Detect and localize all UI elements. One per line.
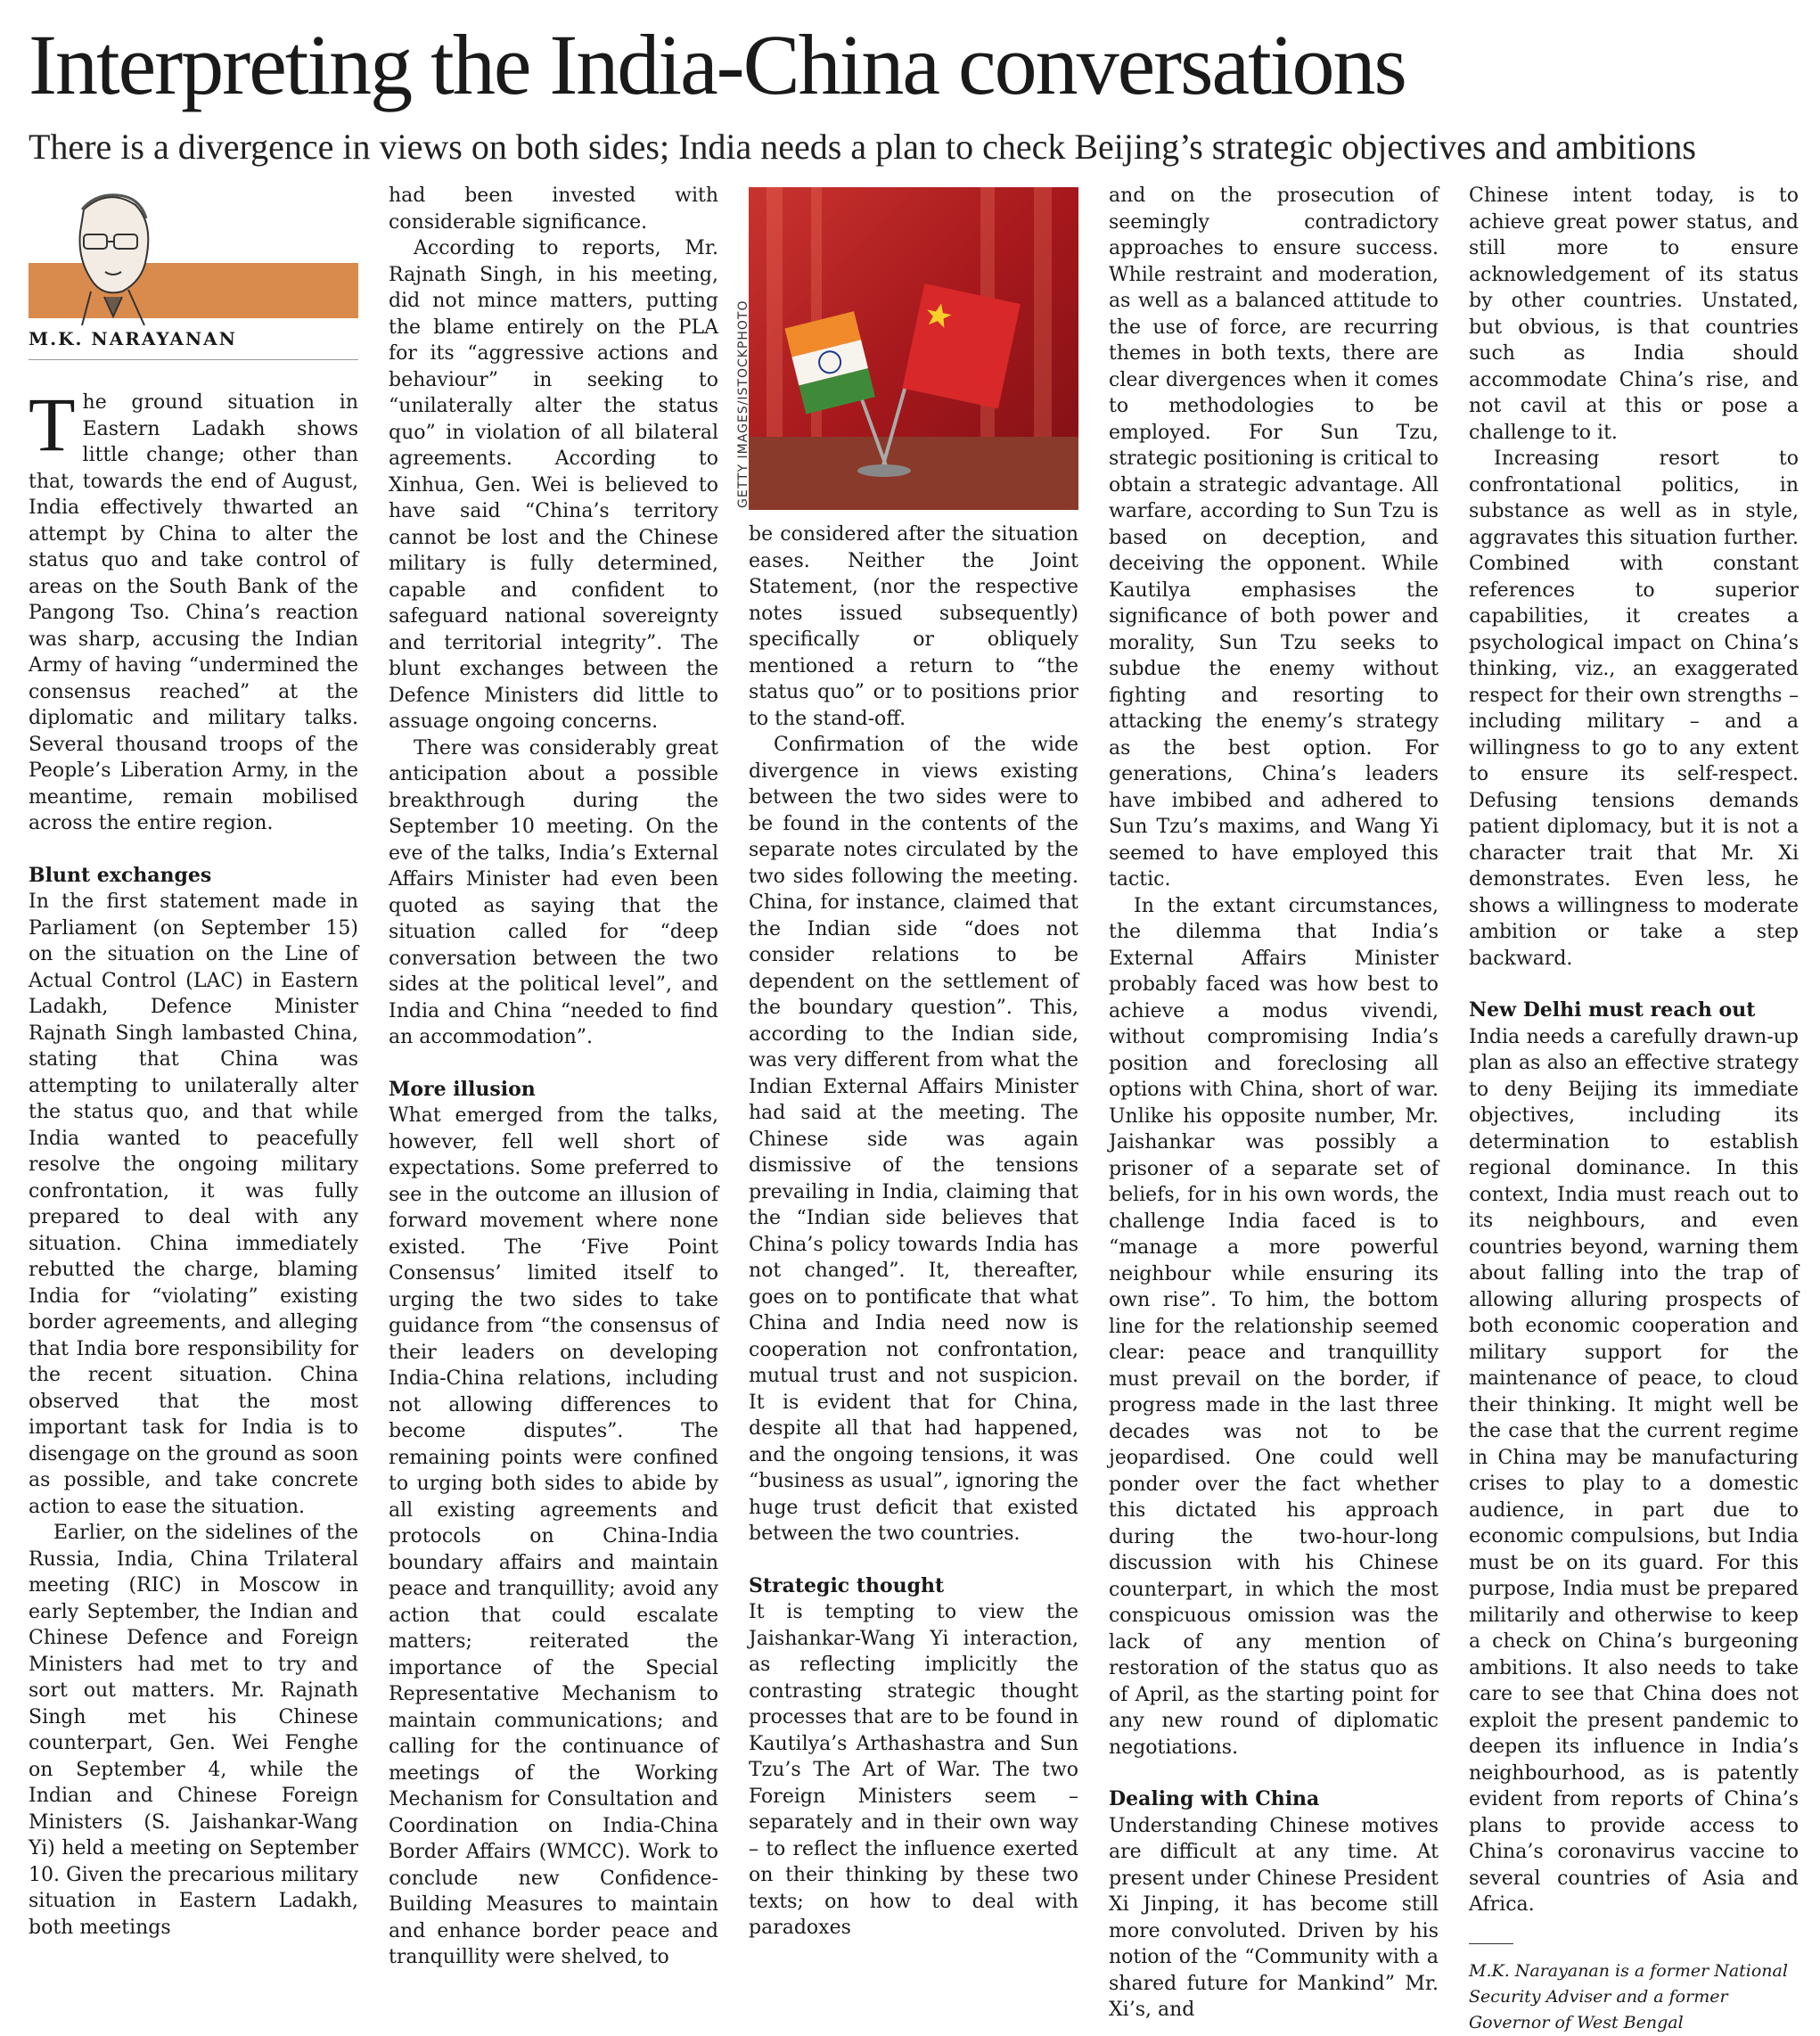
photo-credit: GETTY IMAGES/ISTOCKPHOTO <box>736 300 750 508</box>
paragraph: There was considerably great anticipation about a possible breakthrough during the September 10 meeting. On the eve of the talks, India’s External Affairs Minister had even been quoted as saying that the situation called for “deep conversation between the two sides at the political level”, and India and China “needed to find an accommodation”. <box>389 736 718 1048</box>
paragraph: had been invested with considerable significance. <box>389 185 718 234</box>
column-2 <box>389 183 718 1971</box>
headline: Interpreting the India-China conversations <box>29 17 1406 112</box>
paragraph: In the first statement made in Parliament (on September 15) on the situation on the Line of Actual Control (LAC) in Eastern Ladakh, Defence Minister Rajnath Singh lambasted China, stating that China was attempting to unilaterally alter the status quo, and that while India wanted to peacefully resolve the ongoing military confrontation, it was fully prepared to deal with any situation. China immediately rebutted the charge, blaming India for “violating” existing border agreements, and alleging that India bore responsibility for the recent situation. China observed that the most important task for India is to disengage on the ground as soon as possible, and take concrete action to ease the situation. <box>29 891 358 1518</box>
author-byline: M.K. NARAYANAN <box>29 328 237 349</box>
subheadline: There is a divergence in views on both sides; India needs a plan to check Beijing’s strategic objectives and ambitions <box>29 127 1696 167</box>
drop-cap: T <box>29 382 76 467</box>
paragraph: Chinese intent today, is to achieve great power status, and still more to ensure acknowledgement of its status by other countries. Unstated, but obvious, is that countries such as India should accommodate China’s rise, and not cavil at this or pose a challenge to it. <box>1469 185 1799 444</box>
paragraph: Confirmation of the wide divergence in views existing between the two sides were to be found in the contents of the separate notes circulated by the two sides following the meeting. China, for instance, claimed that the Indian side “does not consider relations to be dependent on the settlement of the boundary question”. This, according to the Indian side, was very different from what the Indian External Affairs Minister had said at the meeting. The Chinese side was again dismissive of the tensions prevailing in India, claiming that the “Indian side believes that China’s policy towards India has not changed”. It, thereafter, goes on to pontificate that what China and India need now is cooperation not confrontation, mutual trust and not suspicion. It is evident that for China, despite all that had happened, and the ongoing tensions, it was “business as usual”, ignoring the huge trust deficit that existed between the two countries. <box>749 734 1078 1545</box>
section-heading-more-illusion: More illusion <box>389 1077 536 1101</box>
paragraph: Increasing resort to confrontational politics, in substance as well as in style, aggravates this situation further. Combined with constant references to superior capabilities, it creates a psychological impact on China’s thinking, viz., an exaggerated respect for their own strengths – including military – and a willingness to go to any extent to ensure its self-respect. Defusing tensions demands patient diplomacy, but it is not a character trait that Mr. Xi demonstrates. Even less, he shows a willingness to moderate ambition or take a step backward. <box>1469 447 1799 970</box>
paragraph: According to reports, Mr. Rajnath Singh, in his meeting, did not mince matters, putting the blame entirely on the PLA for its “aggressive actions and behaviour” in seeking to “unilaterally alter the status quo” in violation of all bilateral agreements. According to Xinhua, Gen. Wei is believed to have said “China’s territory cannot be lost and the Chinese military is fully determined, capable and confident to safeguard national sovereignty and territorial integrity”. The blunt exchanges between the Defence Ministers did little to assuage ongoing concerns. <box>389 237 718 733</box>
column-4 <box>1109 183 1439 2024</box>
paragraph: In the extant circumstances, the dilemma that India’s External Affairs Minister probably faced was how best to achieve a modus vivendi, without compromising India’s position and foreclosing all options with China, short of war. Unlike his opposite number, Mr. Jaishankar was possibly a prisoner of a separate set of beliefs, for in his own words, the challenge India faced is to “manage a more powerful neighbour while ensuring its own rise”. To him, the bottom line for the relationship seemed clear: peace and tranquillity must prevail on the border, if progress made in the last three decades was not to be jeopardised. One could well ponder over the fact whether this dictated his approach during the two-hour-long discussion with his Chinese counterpart, in which the most conspicuous omission was the lack of any mention of restoration of the status quo as of April, as the starting point for any new round of diplomatic negotiations. <box>1109 894 1439 1759</box>
paragraph: be considered after the situation eases. Neither the Joint Statement, (nor the respective notes issued subsequently) specifically or obliquely mentioned a return to “the status quo” or to positions prior to the stand-off. <box>749 523 1078 730</box>
bio-divider <box>1469 1943 1513 1944</box>
column-3 <box>749 521 1078 1942</box>
byline-divider <box>29 359 358 360</box>
paragraph: Earlier, on the sidelines of the Russia, India, China Trilateral meeting (RIC) in Moscow in early September, the Indian and Chinese Defence and Foreign Ministers had met to try and sort out matters. Mr. Rajnath Singh met his Chinese counterpart, Gen. Wei Fenghe on September 4, while the Indian and Chinese Foreign Ministers (S. Jaishankar-Wang Yi) held a meeting on September 10. Given the precarious military situation in Eastern Ladakh, both meetings <box>29 1522 358 1939</box>
flags-photo <box>749 187 1078 510</box>
paragraph: What emerged from the talks, however, fell well short of expectations. Some preferred to see in the outcome an illusion of forward movement where none existed. The ‘Five Point Consensus’ limited itself to urging the two sides to take guidance from “the consensus of their leaders on developing India-China relations, including not allowing differences to become disputes”. The remaining points were confined to urging both sides to abide by all existing agreements and protocols on China-India boundary affairs and maintain peace and tranquillity; avoid any action that could escalate matters; reiterated the importance of the Special Representative Mechanism to maintain communications; and calling for the continuance of meetings of the Working Mechanism for Consultation and Coordination on India-China Border Affairs (WMCC). Work to conclude new Confidence-Building Measures to maintain and enhance border peace and tranquillity were shelved, to <box>389 1104 718 1968</box>
author-sketch-icon <box>29 183 358 325</box>
section-heading-blunt-exchanges: Blunt exchanges <box>29 863 212 887</box>
paragraph: It is tempting to view the Jaishankar-Wang Yi interaction, as reflecting implicitly the contrasting strategic thought processes that are to be found in Kautilya’s Arthashastra and Sun Tzu’s The Art of War. The two Foreign Ministers seem – separately and in their own way – to reflect the influence exerted on their thinking by these two texts; on how to deal with paradoxes <box>749 1601 1078 1939</box>
lead-paragraph: The ground situation in Eastern Ladakh shows little change; other than that, towards the end of August, India effectively thwarted an attempt by China to alter the status quo and take control of areas on the South Bank of the Pangong Tso. China’s reaction was sharp, accusing the Indian Army of having “undermined the consensus reached” at the diplomatic and military talks. Several thousand troops of the People’s Liberation Army, in the meantime, remain mobilised across the entire region. <box>29 382 358 834</box>
paragraph: India needs a carefully drawn-up plan as also an effective strategy to deny Beijing its immediate objectives, including its determination to establish regional dominance. In this context, India must reach out to its neighbours, and even countries beyond, warning them about falling into the trap of allowing alluring prospects of both economic cooperation and military support for the maintenance of peace, to cloud their thinking. It might well be the case that the current regime in China may be manufacturing crises to play to a domestic audience, in part due to economic compulsions, but India must be on its guard. For this purpose, India must be prepared militarily and otherwise to keep a check on China’s burgeoning ambitions. It also needs to take care to see that China does not exploit the present pandemic to deepen its influence in India’s neighbourhood, as is patently evident from reports of China’s plans to provide access to China’s coronavirus vaccine to several countries of Asia and Africa. <box>1469 1025 1799 1916</box>
section-heading-new-delhi: New Delhi must reach out <box>1469 998 1756 1022</box>
section-heading-dealing-with-china: Dealing with China <box>1109 1787 1320 1810</box>
column-5 <box>1469 183 1799 2036</box>
column-1 <box>29 382 358 1941</box>
paragraph: and on the prosecution of seemingly contradictory approaches to ensure success. While restraint and moderation, as well as a balanced attitude to the use of force, are recurring themes in both texts, there are clear divergences when it comes to methodologies to be employed. For Sun Tzu, strategic positioning is critical to obtain a strategic advantage. All warfare, according to Sun Tzu is based on deception, and deceiving the opponent. While Kautilya emphasises the significance of both power and morality, Sun Tzu seeks to subdue the enemy without fighting and resorting to attacking the enemy’s strategy as the best option. For generations, China’s leaders have imbibed and adhered to Sun Tzu’s maxims, and Wang Yi seemed to have employed this tactic. <box>1109 185 1439 891</box>
section-heading-strategic-thought: Strategic thought <box>749 1573 945 1597</box>
paragraph: Understanding Chinese motives are difficult at any time. At present under Chinese President Xi Jinping, it has become still more convoluted. Driven by his notion of the “Community with a shared future for Mankind” Mr. Xi’s, and <box>1109 1814 1439 2021</box>
author-bio: M.K. Narayanan is a former National Security Adviser and a former Governor of West Bengal <box>1469 1960 1788 2032</box>
